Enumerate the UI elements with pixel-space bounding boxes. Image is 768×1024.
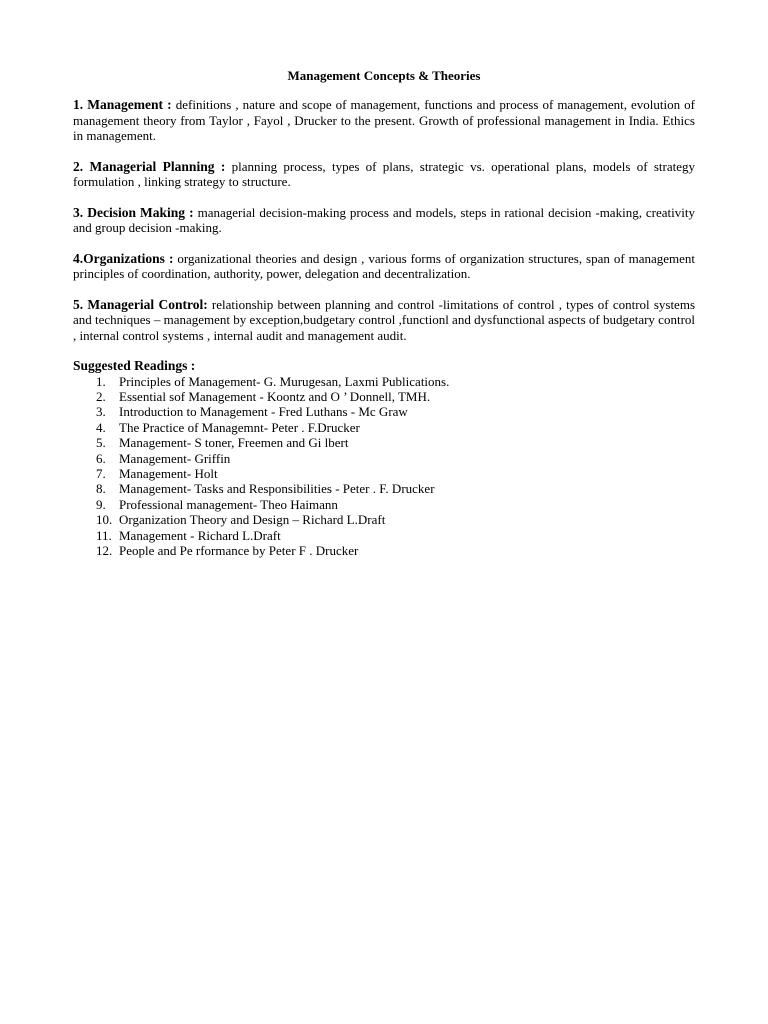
reading-number: 11.	[96, 527, 112, 543]
reading-number: 10.	[96, 512, 113, 528]
reading-text: Organization Theory and Design – Richard L.Draft	[119, 512, 386, 528]
suggested-readings-list	[73, 374, 695, 559]
reading-text: Professional management- Theo Haimann	[119, 496, 338, 512]
reading-item	[73, 512, 695, 527]
reading-text: Introduction to Management - Fred Luthans - Mc Graw	[119, 404, 408, 420]
reading-item	[73, 528, 695, 543]
reading-number: 3.	[96, 404, 106, 420]
section-heading: 1. Management :	[73, 97, 172, 112]
reading-item	[73, 481, 695, 496]
reading-item	[73, 404, 695, 419]
reading-number: 1.	[96, 373, 106, 389]
reading-number: 8.	[96, 481, 106, 497]
section-heading: 2. Managerial Planning :	[73, 158, 226, 174]
reading-item	[73, 451, 695, 466]
reading-number: 12.	[96, 542, 113, 558]
reading-text: Essential sof Management - Koontz and O ’ Donnell, TMH.	[119, 388, 431, 404]
reading-number: 6.	[96, 450, 106, 466]
reading-number: 9.	[96, 496, 106, 512]
section-text: definitions , nature and scope of management, functions and process of management, evolution of management theory from Taylor , Fayol , Drucker to the present. Growth of professional management in India. Ethics in management.	[73, 97, 695, 143]
section-organizations	[73, 251, 695, 282]
section-text: planning process, types of plans, strategic vs. operational plans, models of strategy formulation , linking strategy to structure.	[73, 158, 696, 189]
section-managerial-planning	[73, 159, 695, 190]
reading-text: Principles of Management- G. Murugesan, Laxmi Publications.	[119, 373, 450, 389]
section-text: managerial decision-making process and models, steps in rational decision -making, creativity and group decision -making.	[73, 204, 695, 235]
reading-item	[73, 435, 695, 450]
section-management	[73, 97, 695, 144]
reading-item	[73, 374, 695, 389]
reading-text: People and Pe rformance by Peter F . Drucker	[119, 542, 359, 558]
reading-item	[73, 497, 695, 512]
reading-item	[73, 420, 695, 435]
reading-text: The Practice of Managemnt- Peter . F.Drucker	[119, 419, 360, 435]
reading-number: 5.	[96, 435, 106, 451]
reading-text: Management- Holt	[119, 465, 218, 481]
document-title: Management Concepts & Theories	[287, 68, 481, 83]
reading-text: Management- Tasks and Responsibilities - Peter . F. Drucker	[119, 481, 435, 497]
section-text: relationship between planning and control -limitations of control , types of control systems and techniques – management by exception,budgetary control ,functionl and dysfunctional aspects of budgetary control , internal control systems , internal audit and management audit.	[73, 296, 696, 343]
section-heading: 3. Decision Making :	[73, 204, 194, 220]
section-heading: 4.Organizations :	[73, 250, 174, 266]
reading-item	[73, 543, 695, 558]
reading-number: 7.	[96, 465, 106, 481]
reading-item	[73, 389, 695, 404]
reading-text: Management- S toner, Freemen and Gi lbert	[119, 435, 349, 451]
reading-number: 2.	[96, 388, 106, 404]
reading-item	[73, 466, 695, 481]
document-page	[73, 67, 695, 558]
suggested-readings-heading: Suggested Readings :	[73, 358, 196, 373]
section-heading: 5. Managerial Control:	[73, 296, 208, 312]
reading-text: Management - Richard L.Draft	[119, 527, 281, 543]
reading-text: Management- Griffin	[119, 450, 231, 466]
section-managerial-control	[73, 297, 695, 344]
section-text: organizational theories and design , various forms of organization structures, span of management principles of coordination, authority, power, delegation and decentralization.	[73, 250, 696, 281]
section-decision-making	[73, 205, 695, 236]
reading-number: 4.	[96, 419, 106, 435]
